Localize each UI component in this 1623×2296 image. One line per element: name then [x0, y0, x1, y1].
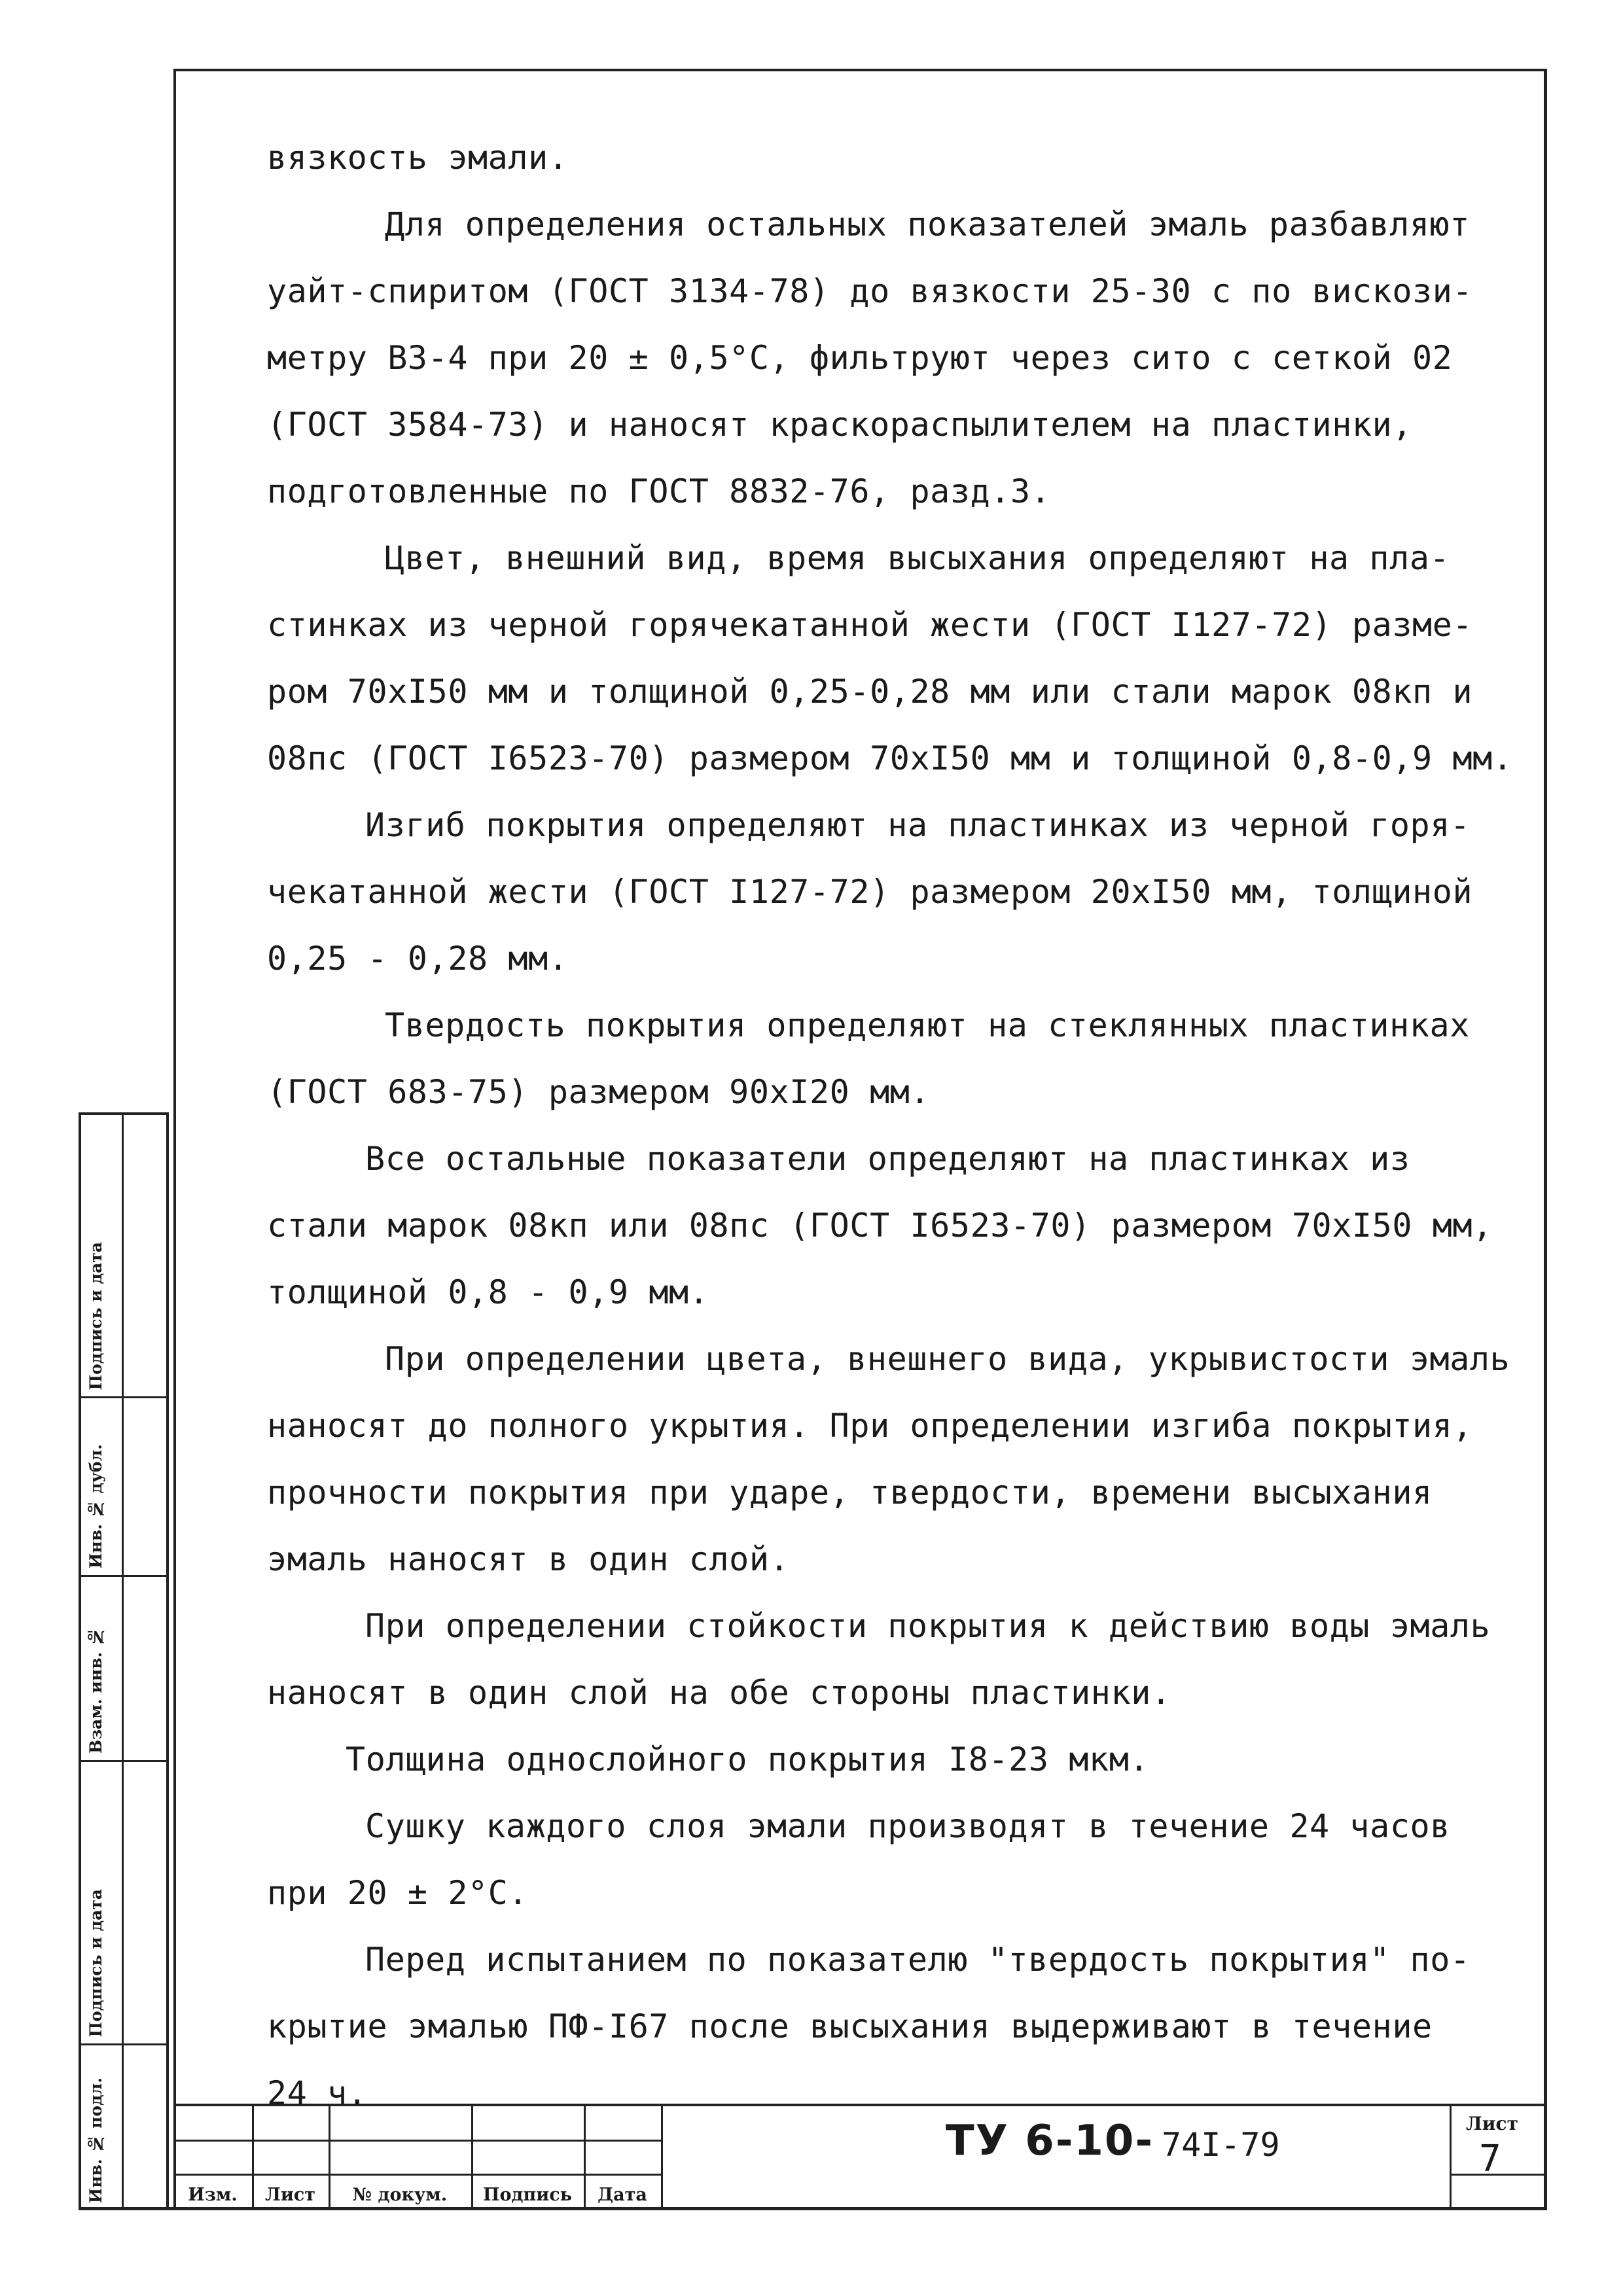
text-line: эмаль наносят в один слой.	[267, 1540, 790, 1578]
text-line: стали марок 08кп или 08пс (ГОСТ I6523-70) размером 70хI50 мм,	[267, 1207, 1493, 1245]
side-cell-signature-date-1	[81, 1115, 166, 1398]
text-line: Изгиб покрытия определяют на пластинках из черной горя-	[365, 806, 1471, 844]
text-line: при 20 ± 2°С.	[267, 1874, 529, 1912]
text-line: 0,25 - 0,28 мм.	[267, 940, 569, 978]
text-line: Твердость покрытия определяют на стеклянных пластинках	[385, 1006, 1470, 1044]
col-signature-label: Подпись	[482, 2185, 573, 2205]
title-block-row-line	[173, 2174, 661, 2176]
side-cell-dup-inv	[81, 1398, 166, 1577]
side-label: Подпись и дата	[86, 1241, 105, 1390]
text-line: наносят в один слой на обе стороны пластинки.	[267, 1674, 1171, 1712]
text-line: крытие эмалью ПФ-I67 после высыхания выдерживают в течение	[267, 2007, 1433, 2045]
text-line: Толщина однослойного покрытия I8-23 мкм.	[346, 1740, 1150, 1778]
side-cell-signature-date-2	[81, 1762, 166, 2045]
text-line: (ГОСТ 3584-73) и наносят краскораспылителем на пластинки,	[267, 406, 1413, 444]
text-line: (ГОСТ 683-75) размером 90хI20 мм.	[267, 1073, 931, 1111]
text-line: Для определения остальных показателей эмаль разбавляют	[385, 205, 1470, 243]
col-date-label: Дата	[597, 2185, 647, 2205]
sheet-label: Лист	[1466, 2113, 1518, 2134]
side-label: Инв. № подл.	[86, 2077, 105, 2203]
document-body	[267, 124, 1530, 2127]
col-doc-no-label: № докум.	[352, 2185, 448, 2205]
title-block-row-line	[173, 2140, 661, 2142]
text-line: 08пс (ГОСТ I6523-70) размером 70хI50 мм и толщиной 0,8-0,9 мм.	[267, 739, 1513, 777]
title-block	[173, 2104, 1546, 2208]
sheet-cell-line	[1450, 2104, 1452, 2208]
frame-top-border	[173, 69, 1546, 71]
text-line: стинках из черной горячекатанной жести (ГОСТ I127-72) разме-	[267, 606, 1473, 644]
title-block-top-line	[173, 2104, 1546, 2106]
frame-right-border	[1544, 69, 1547, 2210]
text-line: ром 70хI50 мм и толщиной 0,25-0,28 мм или стали марок 08кп и	[267, 673, 1473, 711]
side-cell-original-inv	[81, 2045, 166, 2210]
side-stamp-strip	[79, 1112, 169, 2210]
text-line: подготовленные по ГОСТ 8832-76, разд.3.	[267, 472, 1051, 510]
frame-left-border	[173, 69, 176, 2210]
text-line: Цвет, внешний вид, время высыхания определяют на пла-	[385, 539, 1450, 577]
text-line: Сушку каждого слоя эмали производят в течение 24 часов	[365, 1807, 1450, 1845]
text-line: 24 ч.	[267, 2074, 368, 2112]
document-number: 74I-79	[1162, 2126, 1280, 2164]
text-line: вязкость эмали.	[267, 139, 569, 177]
text-line: чекатанной жести (ГОСТ I127-72) размером 20хI50 мм, толщиной	[267, 873, 1473, 911]
text-line: прочности покрытия при ударе, твердости, времени высыхания	[267, 1474, 1433, 1511]
text-line: При определении стойкости покрытия к действию воды эмаль	[365, 1607, 1491, 1645]
text-line: Все остальные показатели определяют на пластинках из	[365, 1140, 1410, 1178]
side-label: Инв. № дубл.	[86, 1443, 105, 1568]
col-sheet-label: Лист	[264, 2185, 316, 2205]
sheet-number: 7	[1479, 2138, 1501, 2180]
side-cell-replace-inv	[81, 1577, 166, 1762]
text-line: метру ВЗ-4 при 20 ± 0,5°С, фильтруют через сито с сеткой 02	[267, 339, 1453, 377]
side-label: Подпись и дата	[86, 1888, 105, 2037]
document-code: ТУ 6-10-	[946, 2117, 1154, 2165]
text-line: Перед испытанием по показателю "твердость покрытия" по-	[365, 1941, 1471, 1979]
col-change-label: Изм.	[188, 2185, 238, 2205]
title-block-col-line	[661, 2104, 663, 2208]
text-line: уайт-спиритом (ГОСТ 3134-78) до вязкости 25-30 с по вискози-	[267, 272, 1473, 310]
side-label: Взам. инв. №	[86, 1627, 105, 1754]
text-line: наносят до полного укрытия. При определении изгиба покрытия,	[267, 1407, 1473, 1445]
text-line: толщиной 0,8 - 0,9 мм.	[267, 1273, 709, 1311]
text-line: При определении цвета, внешнего вида, укрывистости эмаль	[385, 1340, 1510, 1378]
